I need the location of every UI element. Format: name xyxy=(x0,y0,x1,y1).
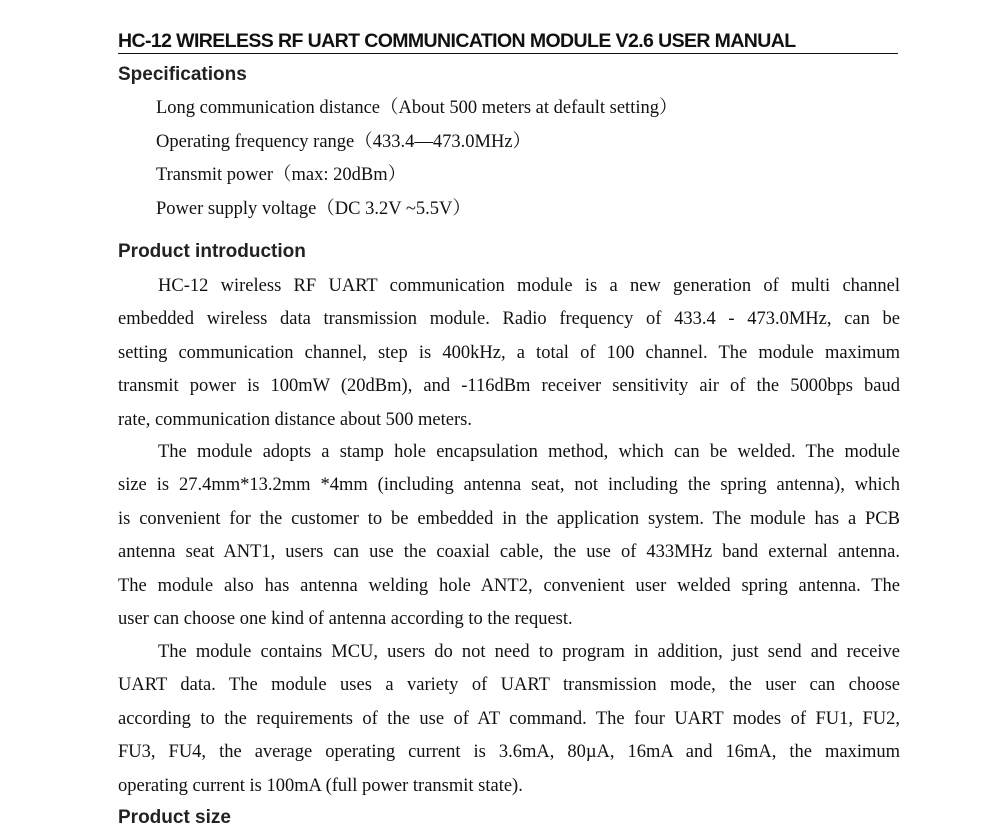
paragraph-line: embedded wireless data transmission module. Radio frequency of 433.4 - 473.0MHz, can be xyxy=(118,309,900,330)
paragraph-line: UART data. The module uses a variety of UART transmission mode, the user can choose xyxy=(118,675,900,696)
paragraph xyxy=(118,440,900,640)
paragraph-line: according to the requirements of the use of AT command. The four UART modes of FU1, FU2, xyxy=(118,708,900,729)
spec-item: Transmit power（max: 20dBm） xyxy=(156,165,407,185)
paragraph-line: The module adopts a stamp hole encapsulation method, which can be welded. The module xyxy=(158,442,900,462)
paragraph-line: rate, communication distance about 500 meters. xyxy=(118,409,472,430)
paragraph-line: antenna seat ANT1, users can use the coaxial cable, the use of 433MHz band external antenna. xyxy=(118,542,900,563)
paragraph-line: size is 27.4mm*13.2mm *4mm (including antenna seat, not including the spring antenna), which xyxy=(118,475,900,496)
spec-item: Power supply voltage（DC 3.2V ~5.5V） xyxy=(156,199,471,219)
document-title: HC-12 WIRELESS RF UART COMMUNICATION MODULE V2.6 USER MANUAL xyxy=(118,29,898,54)
paragraph-line: transmit power is 100mW (20dBm), and -116dBm receiver sensitivity air of the 5000bps baud xyxy=(118,376,900,397)
paragraph-line: HC-12 wireless RF UART communication module is a new generation of multi channel xyxy=(158,276,900,296)
spec-item: Operating frequency range（433.4—473.0MHz） xyxy=(156,132,532,152)
paragraph xyxy=(118,274,900,441)
product-size-heading: Product size xyxy=(118,807,231,828)
product-introduction-heading: Product introduction xyxy=(118,241,306,262)
paragraph-line: setting communication channel, step is 400kHz, a total of 100 channel. The module maximum xyxy=(118,342,900,363)
paragraph-line: is convenient for the customer to be embedded in the application system. The module has a PCB xyxy=(118,508,900,529)
paragraph-line: The module also has antenna welding hole ANT2, convenient user welded spring antenna. The xyxy=(118,575,900,596)
paragraph xyxy=(118,640,900,807)
paragraph-line: operating current is 100mA (full power transmit state). xyxy=(118,775,523,796)
paragraph-line: user can choose one kind of antenna according to the request. xyxy=(118,608,573,629)
specifications-heading: Specifications xyxy=(118,64,247,85)
paragraph-line: FU3, FU4, the average operating current is 3.6mA, 80µA, 16mA and 16mA, the maximum xyxy=(118,742,900,763)
spec-item: Long communication distance（About 500 meters at default setting） xyxy=(156,98,678,118)
paragraph-line: The module contains MCU, users do not need to program in addition, just send and receive xyxy=(158,642,900,662)
